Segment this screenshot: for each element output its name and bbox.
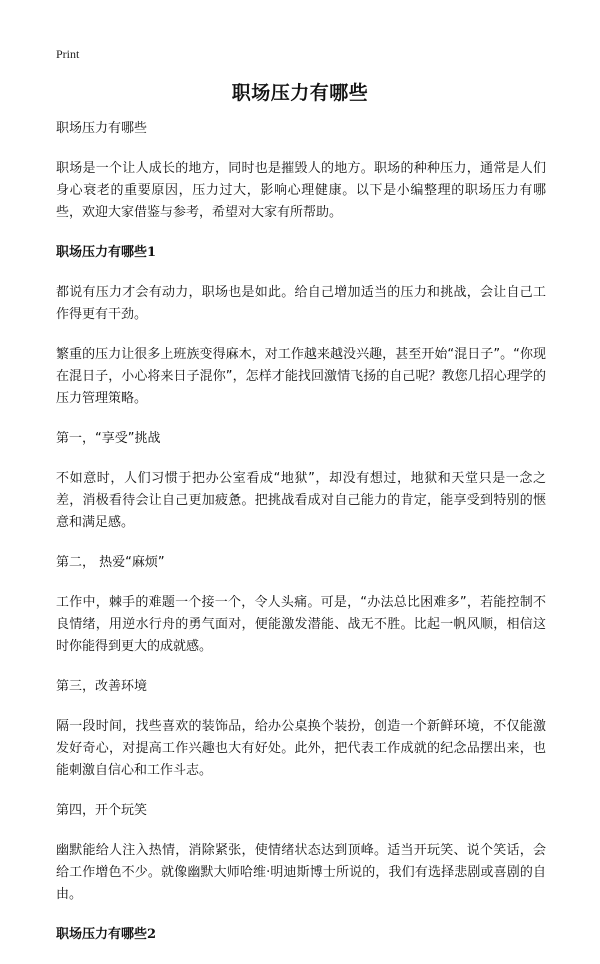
page-title: 职场压力有哪些	[231, 82, 369, 104]
paragraph-intro: 职场是一个让人成长的地方，同时也是摧毁人的地方。职场的种种压力，通常是人们身心衰老的重要原因，压力过大，影响心理健康。以下是小编整理的职场压力有哪些，欢迎大家借鉴与参考，希望对大家有所帮助。	[56, 161, 546, 220]
paragraph: 隔一段时间，找些喜欢的装饰品，给办公桌换个装扮，创造一个新鲜环境，不仅能激发好奇心，对提高工作兴趣也大有好处。此外，把代表工作成就的纪念品摆出来，也能刺激自信心和工作斗志。	[56, 719, 546, 778]
list-point-heading: 第四，开个玩笑	[56, 803, 148, 818]
paragraph: 幽默能给人注入热情，消除紧张，使情绪状态达到顶峰。适当开玩笑、说个笑话，会给工作增色不少。就像幽默大师哈维·明迪斯博士所说的，我们有选择悲剧或喜剧的自由。	[56, 843, 546, 902]
list-point-heading: 第一，“享受”挑战	[56, 431, 161, 446]
paragraph: 工作中，棘手的难题一个接一个，令人头痛。可是，“办法总比困难多”，若能控制不良情绪，用逆水行舟的勇气面对，便能激发潜能、战无不胜。比起一帆风顺，相信这时你能得到更大的成就感。	[56, 595, 546, 654]
section-heading-1: 职场压力有哪些1	[56, 245, 157, 260]
paragraph: 都说有压力才会有动力，职场也是如此。给自己增加适当的压力和挑战，会让自己工作得更有干劲。	[56, 285, 546, 322]
section-heading-2: 职场压力有哪些2	[56, 927, 157, 942]
print-link[interactable]: Print	[56, 47, 80, 61]
paragraph: 繁重的压力让很多上班族变得麻木，对工作越来越没兴趣，甚至开始“混日子”。“你现在混日子，小心将来日子混你”，怎样才能找回激情飞扬的自己呢？教您几招心理学的压力管理策略。	[56, 347, 546, 406]
list-point-heading: 第三，改善环境	[56, 679, 148, 694]
document-body	[56, 118, 546, 964]
paragraph-subtitle: 职场压力有哪些	[56, 121, 148, 136]
paragraph: 不如意时，人们习惯于把办公室看成“地狱”，却没有想过，地狱和天堂只是一念之差，消极看待会让自己更加疲惫。把挑战看成对自己能力的肯定，能享受到特别的惬意和满足感。	[56, 471, 546, 530]
list-point-heading: 第二， 热爱“麻烦”	[56, 555, 165, 570]
